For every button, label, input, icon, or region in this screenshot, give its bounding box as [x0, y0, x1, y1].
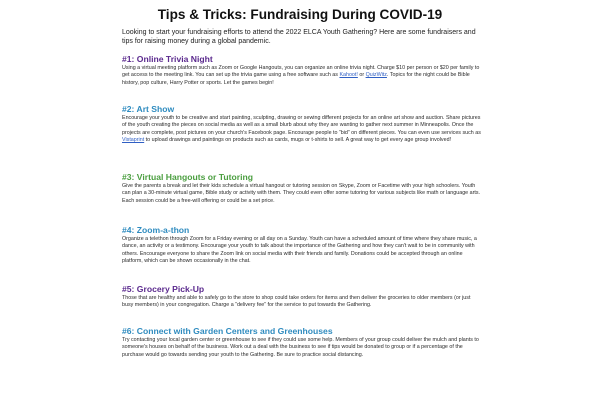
body-text: to upload drawings and paintings on products such as cards, mugs or t-shirts to sell. A great way to get every age group involved!: [144, 137, 452, 144]
section-body: Give the parents a break and let their kids schedule a virtual hangout or tutoring session on Skype, Zoom or Facetime with your high schoolers. Youth can plan a 30-minute virtual game, Bible study or activity with them. They could even offer some tutoring for various subjects like math or language arts. Each session could be a free-will offering or could be a set price.: [122, 183, 481, 204]
section-virtual-hangouts: [122, 172, 482, 205]
body-text: Encourage your youth to be creative and start painting, sculpting, drawing or sewing different projects for an online art show and auction. Share pictures of the youth creating the pieces on social media as well as a small blurb about why they are wanting to gather next summer in Minneapolis. Once the projects are complete, post pictures on your church's Facebook page. Encourage people to “bid” on different pieces. You can even use services such as: [122, 115, 481, 136]
body-text: . Topics for the night could be Bible history, pop culture, Harry Potter or sports. Let the games begin!: [122, 72, 470, 86]
section-zoom-a-thon: [122, 225, 482, 266]
section-body: [122, 115, 482, 145]
body-text: Using a virtual meeting platform such as Zoom or Google Hangouts, you can organize an online trivia night. Charge $10 per person or $20 per family to get access to the meeting link. You can set up the trivia game using a free software such as: [122, 65, 480, 79]
section-heading: #3: Virtual Hangouts or Tutoring: [122, 172, 253, 182]
section-body: [122, 65, 482, 87]
section-heading: #1: Online Trivia Night: [122, 54, 213, 64]
kahoot-link[interactable]: Kahoot!: [339, 72, 358, 79]
section-heading: #6: Connect with Garden Centers and Greenhouses: [122, 326, 333, 336]
section-heading: #2: Art Show: [122, 104, 175, 114]
vistaprint-link[interactable]: Vistaprint: [122, 137, 145, 144]
section-heading: #5: Grocery Pick-Up: [122, 284, 205, 294]
section-heading: #4: Zoom-a-thon: [122, 225, 190, 235]
intro-paragraph: Looking to start your fundraising efforts to attend the 2022 ELCA Youth Gathering? Here are some fundraisers and tips for raising money during a global pandemic.: [122, 29, 476, 45]
section-garden-centers: [122, 326, 482, 359]
section-art-show: [122, 104, 482, 145]
body-text: or: [357, 72, 366, 79]
section-online-trivia: [122, 54, 482, 87]
section-grocery-pick-up: [122, 284, 482, 310]
page-title: Tips & Tricks: Fundraising During COVID-19: [157, 7, 443, 22]
section-body: Try contacting your local garden center or greenhouse to see if they could use some help. Members of your group could deliver the mulch and plants to someone's houses on behalf of the business. Work out a deal with the business to see if tips would be donated to group or if a percentage of the purchase would go towards sending your youth to the Gathering. Be sure to practice social distancing.: [122, 337, 479, 358]
quizwitz-link[interactable]: QuizWitz: [365, 72, 387, 79]
section-body: Organize a telethon through Zoom for a Friday evening or all day on a Sunday. Youth can have a scheduled amount of time where they share music, a dance, an activity or a testimony. Encourage your youth to talk about the importance of the Gathering and how they can't wait to be in community with others. Encourage everyone to share the Zoom link on social media with their friends and family. Donations could be accepted through an online platform, which can be shown occasionally in the chat.: [122, 236, 477, 265]
section-body: Those that are healthy and able to safely go to the store to shop could take orders for items and then deliver the groceries to older members (or just busy members) in your congregation. Charge a “delivery fee” for the service to put towards the Gathering.: [122, 295, 471, 309]
